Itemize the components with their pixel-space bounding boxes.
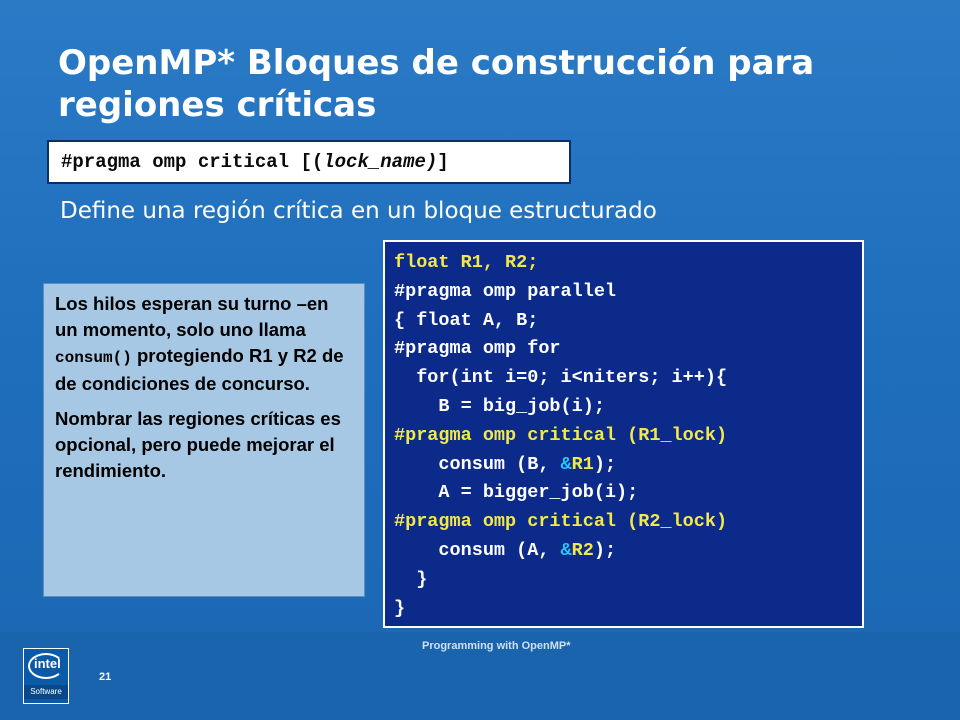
note-text: protegiendo R1 y R2 de de condiciones de concurso. xyxy=(55,345,344,394)
note-code: consum() xyxy=(55,349,132,367)
logo-word: intel xyxy=(34,656,61,671)
pragma-prefix: #pragma omp critical [( xyxy=(61,151,324,173)
intel-software-logo-icon xyxy=(23,648,69,704)
pragma-arg: lock_name) xyxy=(323,151,438,173)
code-token: consum (B, xyxy=(394,453,561,475)
slide-subtitle: Define una región crítica en un bloque estructurado xyxy=(60,198,657,224)
code-line: float R1, R2; xyxy=(394,252,539,273)
code-line: } xyxy=(394,568,428,590)
code-box xyxy=(383,240,864,628)
footer-text: Programming with OpenMP* xyxy=(422,640,571,652)
note-paragraph-1 xyxy=(55,291,354,397)
code-token-amp: & xyxy=(560,539,572,561)
code-token: consum (A, xyxy=(394,539,561,561)
code-token-amp: & xyxy=(560,453,572,475)
code-token-var: R2 xyxy=(571,539,594,561)
code-line: B = big_job(i); xyxy=(394,395,605,417)
code-token: ); xyxy=(593,453,617,475)
code-line xyxy=(394,537,862,566)
code-line: A = bigger_job(i); xyxy=(394,482,639,504)
code-line-critical: #pragma omp critical (R2_lock) xyxy=(394,511,728,533)
code-line-critical: #pragma omp critical (R1_lock) xyxy=(394,424,728,446)
note-box xyxy=(43,283,365,597)
code-line: #pragma omp parallel xyxy=(394,280,617,302)
code-line: #pragma omp for xyxy=(394,338,561,360)
code-line: { float A, B; xyxy=(394,309,539,331)
pragma-suffix: ] xyxy=(437,151,449,173)
logo-sub: Software xyxy=(24,685,68,699)
code-token-var: R1 xyxy=(571,453,594,475)
slide-title: OpenMP* Bloques de construcción para regiones críticas xyxy=(58,43,815,125)
code-line: for(int i=0; i<niters; i++){ xyxy=(394,367,728,389)
note-text: Los hilos esperan su turno –en un momento, solo uno llama xyxy=(55,293,329,340)
note-paragraph-2: Nombrar las regiones críticas es opcional, pero puede mejorar el rendimiento. xyxy=(55,408,341,481)
code-line: } xyxy=(394,597,406,619)
pragma-syntax-box xyxy=(47,140,571,184)
page-number: 21 xyxy=(99,671,112,683)
code-token: ); xyxy=(593,539,617,561)
code-line xyxy=(394,451,862,480)
